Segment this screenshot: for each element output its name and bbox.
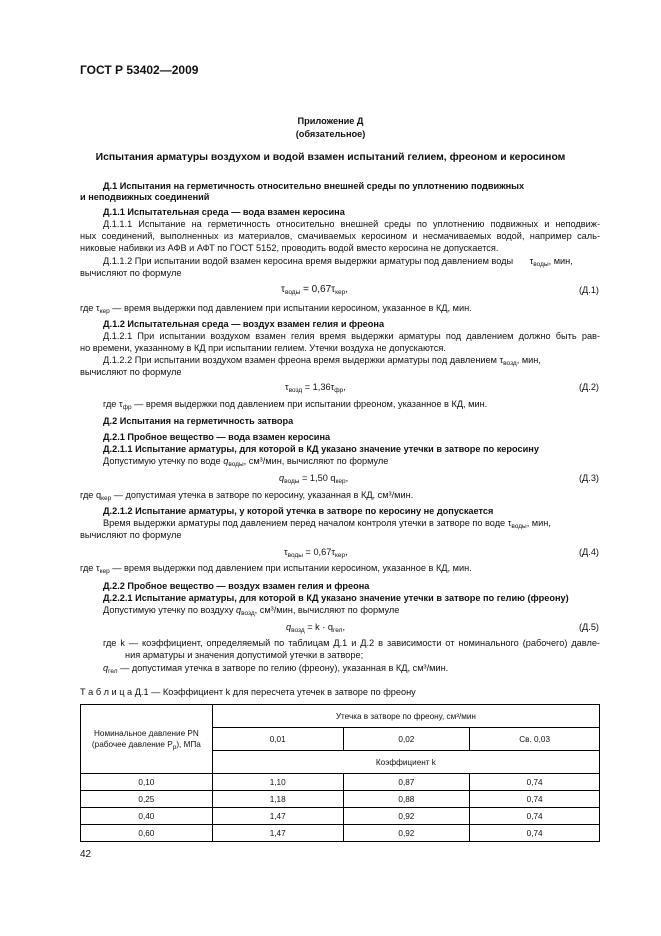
leak-col-header: 0,02	[343, 728, 470, 751]
d211-heading: Д.2.1.1 Испытание арматуры, для которой в КД указано значение утечки в затворе по керосину	[103, 444, 539, 454]
d11-heading: Д.1.1 Испытательная среда — вода взамен керосина	[103, 207, 345, 217]
calc-by-formula-2: вычисляют по формуле	[80, 367, 182, 377]
table-row: 0,60 1,47 0,92 0,74	[81, 825, 600, 842]
where-d2: где $\tau_{фр}$ — время выдержки под давлением при испытании фреоном, указанное в КД, мин.	[103, 399, 488, 411]
formula-number-d3: (Д.3)	[578, 473, 599, 483]
d111-line2: ных соединений, выполненных из материалов, смачиваемых керосином и несмачиваемых водой, например саль-	[80, 231, 600, 241]
d1-heading-cont: и неподвижных соединений	[80, 192, 210, 202]
d111-line1: Д.1.1.1 Испытание на герметичность относительно внешней среды по уплотнению подвижных и неподвиж-	[103, 219, 600, 229]
pressure-column-header: Номинальное давление PN (рабочее давление $P_р$), МПа	[81, 705, 213, 774]
d12-heading: Д.1.2 Испытательная среда — воздух взамен гелия и фреона	[103, 319, 385, 329]
d211-text: Допустимую утечку по воде $q_{воды}$, см³/мин, вычисляют по формуле	[103, 456, 389, 468]
formula-d3: $q_{воды} = 1,50$ $q_{кер}$,	[279, 473, 349, 485]
d122-line1: Д.1.2.2 При испытании воздухом взамен фреона время выдержки арматуры под давлением $\tau_{возд}$, мин,	[103, 355, 541, 367]
appendix-title: Приложение Д	[297, 116, 364, 126]
table-row: 0,25 1,18 0,88 0,74	[81, 791, 600, 808]
where-d5-line1: где k — коэффициент, определяемый по таблицам Д.1 и Д.2 в зависимости от номинального (рабочего) давле-	[103, 638, 600, 648]
d2-heading: Д.2 Испытания на герметичность затвора	[103, 416, 294, 426]
calc-by-formula-1: вычисляют по формуле	[80, 268, 182, 278]
d1-heading: Д.1 Испытания на герметичность относительно внешней среды по уплотнению подвижных	[103, 181, 525, 191]
d212-line1: Время выдержки арматуры под давлением перед началом контроля утечки в затворе по воде $\tau_{воды}$, мин,	[103, 518, 551, 530]
where-d3: где $q_{кер}$ — допустимая утечка в затворе по керосину, указанная в КД, см³/мин.	[80, 490, 414, 502]
d221-heading: Д.2.2.1 Испытание арматуры, для которой в КД указано значение утечки в затворе по гелию (фреону)	[103, 593, 569, 603]
document-header: ГОСТ Р 53402—2009	[80, 63, 199, 77]
formula-number-d2: (Д.2)	[578, 382, 599, 392]
where-d1: где $\tau_{кер}$ — время выдержки под давлением при испытании керосином, указанное в КД, мин.	[80, 303, 472, 315]
d112-tail: , мин,	[548, 256, 573, 266]
d112-text: Д.1.1.2 При испытании водой взамен керосина время выдержки арматуры под давлением воды	[103, 256, 514, 266]
d221-text: Допустимую утечку по воздуху $q_{возд}$, см³/мин, вычисляют по формуле	[103, 605, 400, 617]
leak-col-header: Св. 0,03	[470, 728, 600, 751]
table-caption: Т а б л и ц а Д.1 — Коэффициент k для пересчета утечек в затворе по фреону	[80, 687, 416, 697]
formula-d1: $\tau_{воды} = 0,67\tau_{кер}$,	[281, 284, 349, 296]
formula-d2: $\tau_{возд} = 1,36\tau_{фр}$,	[285, 382, 346, 394]
table-row: 0,40 1,47 0,92 0,74	[81, 808, 600, 825]
leak-group-header: Утечка в затворе по фреону, см³/мин	[212, 705, 599, 728]
where-d5-line2: ния арматуры и значения допустимой утечки в затворе;	[125, 650, 364, 660]
calc-by-formula-3: вычисляют по формуле	[80, 530, 182, 540]
where-d5-line3: $q_{гел}$ — допустимая утечка в затворе по гелию (фреону), указанная в КД, см³/мин.	[103, 663, 449, 675]
formula-number-d4: (Д.4)	[578, 547, 599, 557]
page-number: 42	[80, 849, 92, 860]
leak-coefficient-table	[80, 704, 600, 842]
d22-heading: Д.2.2 Пробное вещество — воздух взамен гелия и фреона	[103, 581, 370, 591]
main-title: Испытания арматуры воздухом и водой взамен испытаний гелием, фреоном и керосином	[95, 152, 566, 163]
d111-line3: никовые набивки из АФВ и АФТ по ГОСТ 5152, проводить водой вместо керосина не допускается.	[80, 243, 499, 253]
formula-d4: $\tau_{воды} = 0,67\tau_{кер}$,	[284, 547, 348, 559]
d112-line1	[103, 255, 573, 267]
coefficient-header: Коэффициент k	[212, 751, 599, 774]
formula-number-d1: (Д.1)	[578, 285, 599, 295]
leak-col-header: 0,01	[212, 728, 343, 751]
formula-d5: $q_{возд} = k \cdot q_{гел}$,	[286, 622, 346, 634]
d121-line1: Д.1.2.1 При испытании воздухом взамен гелия время выдержки арматуры под давлением должно быть рав-	[103, 331, 600, 341]
formula-number-d5: (Д.5)	[578, 622, 599, 632]
where-d4: где $\tau_{кер}$ — время выдержки под давлением при испытании керосином, указанное в КД, мин.	[80, 563, 472, 575]
table-row: 0,10 1,10 0,87 0,74	[81, 774, 600, 791]
d212-heading: Д.2.1.2 Испытание арматуры, у которой утечка в затворе по керосину не допускается	[103, 506, 494, 516]
tau-symbol: τ	[529, 256, 534, 266]
d21-heading: Д.2.1 Пробное вещество — вода взамен керосина	[103, 432, 331, 442]
d121-line2: но времени, указанному в КД при испытании гелием. Утечки воздуха не допускаются.	[80, 343, 446, 353]
appendix-status: (обязательное)	[295, 129, 366, 139]
tau-sub: воды	[533, 261, 549, 268]
